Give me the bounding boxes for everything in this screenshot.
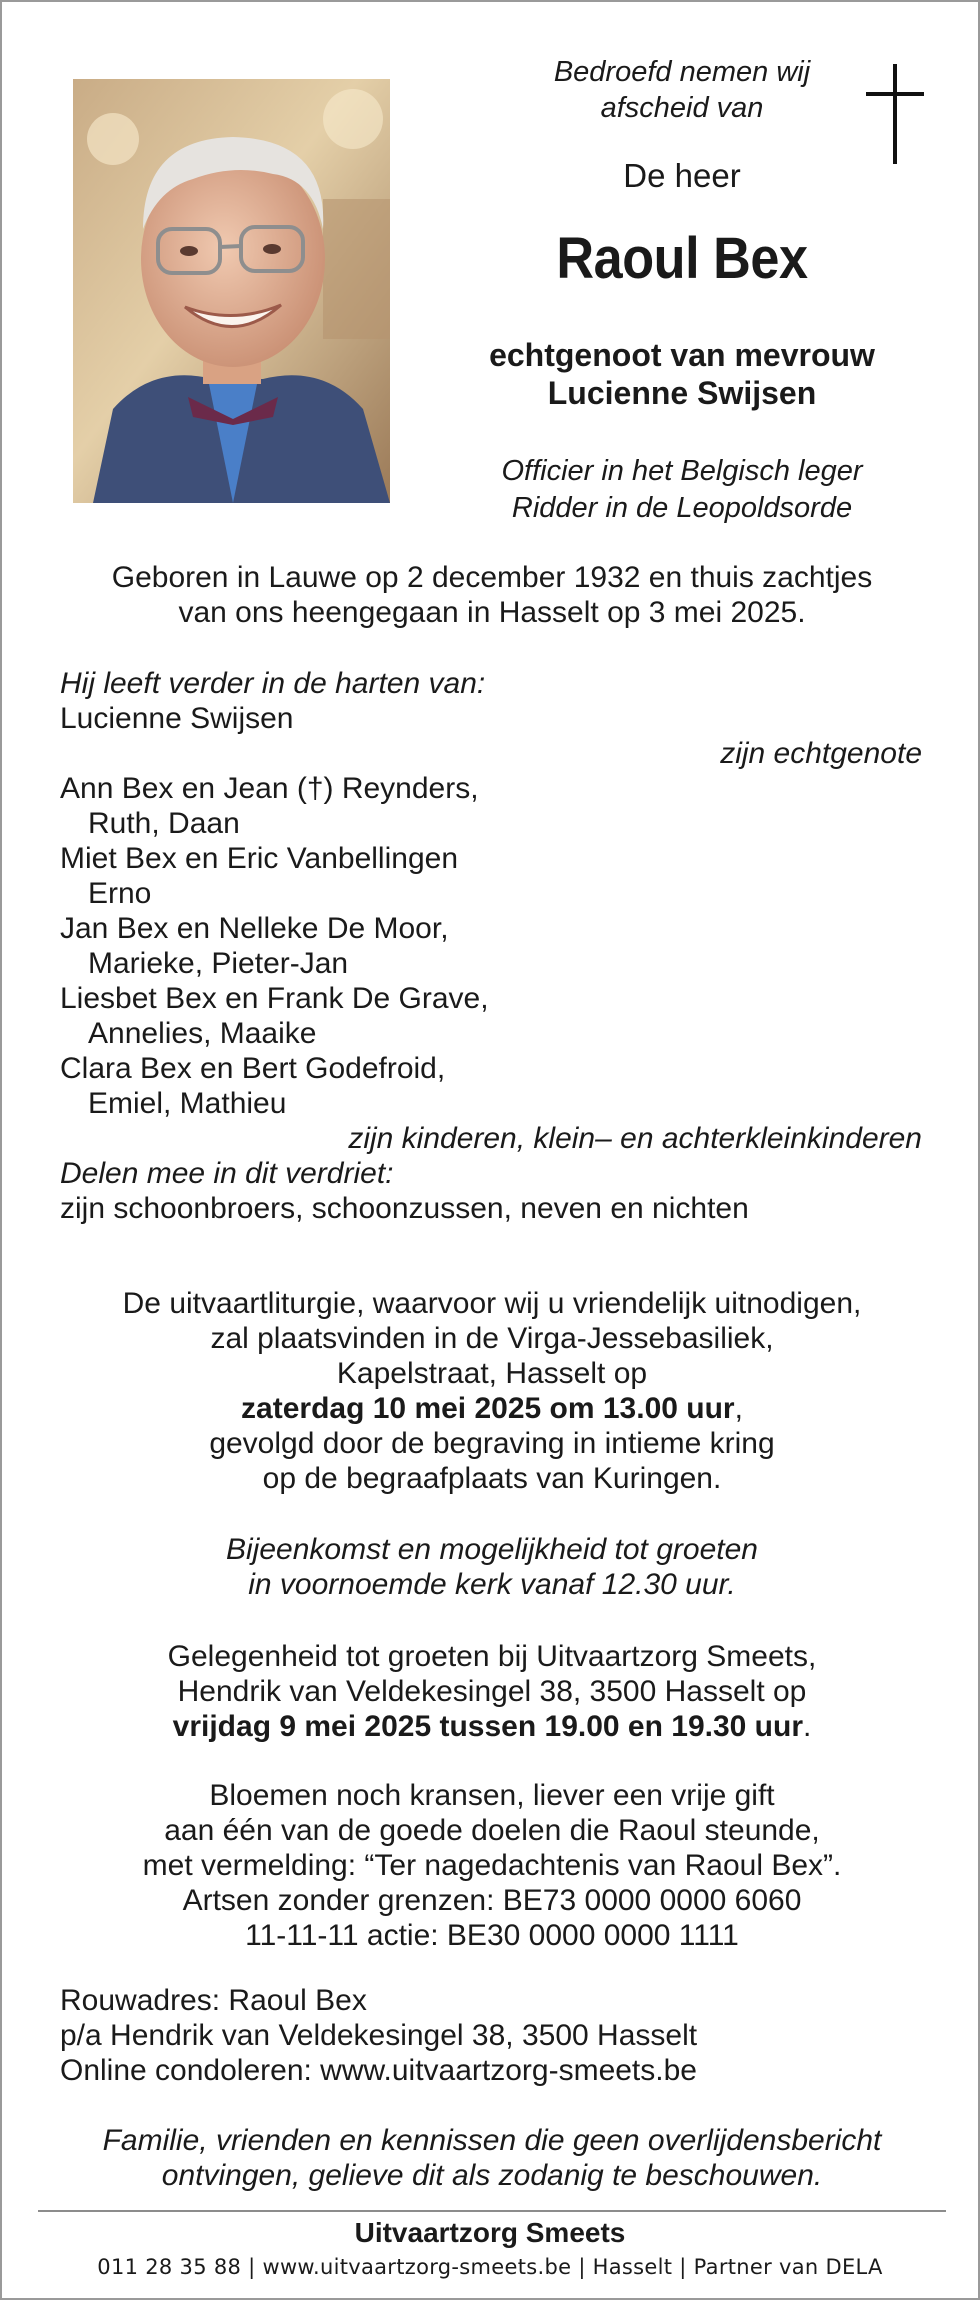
funeral-line: op de begraafplaats van Kuringen. bbox=[262, 1462, 722, 1495]
child-couple: Liesbet Bex en Frank De Grave, bbox=[60, 982, 489, 1015]
visitation-line: Gelegenheid tot groeten bij Uitvaartzorg Smeets, bbox=[167, 1640, 817, 1673]
closing-line: Familie, vrienden en kennissen die geen overlijdensbericht bbox=[102, 2124, 882, 2157]
spouse-role: zijn echtgenote bbox=[720, 737, 922, 770]
funeral-line: Kapelstraat, Hasselt op bbox=[336, 1357, 648, 1390]
child-couple: Jan Bex en Nelleke De Moor, bbox=[60, 912, 449, 945]
gathering-line: in voornoemde kerk vanaf 12.30 uur. bbox=[248, 1568, 736, 1601]
address-line: Rouwadres: Raoul Bex bbox=[60, 1984, 367, 2017]
honor-line: Officier in het Belgisch leger bbox=[501, 455, 863, 487]
donations-section bbox=[62, 1778, 922, 1953]
children-role: zijn kinderen, klein– en achterkleinkinderen bbox=[348, 1122, 922, 1155]
address-section bbox=[60, 1983, 922, 2088]
portrait-photo bbox=[73, 79, 390, 503]
child-couple: Clara Bex en Bert Godefroid, bbox=[60, 1052, 446, 1085]
funeral-line: zal plaatsvinden in de Virga-Jessebasiliek, bbox=[210, 1322, 774, 1355]
portrait-image bbox=[73, 79, 390, 503]
donation-line: Bloemen noch kransen, liever een vrije gift bbox=[209, 1779, 775, 1812]
share-text: zijn schoonbroers, schoonzussen, neven en nichten bbox=[60, 1192, 749, 1225]
footer-contact: 011 28 35 88 | www.uitvaartzorg-smeets.be | Hasselt | Partner van DELA bbox=[97, 2255, 883, 2279]
family-section bbox=[60, 666, 922, 1226]
condolence-link[interactable]: Online condoleren: www.uitvaartzorg-smeets.be bbox=[60, 2054, 697, 2087]
spouse-info bbox=[432, 336, 932, 412]
footer-divider bbox=[38, 2210, 946, 2212]
closing-note bbox=[62, 2123, 922, 2193]
closing-line: ontvingen, gelieve dit als zodanig te beschouwen. bbox=[161, 2159, 823, 2192]
donation-line: Artsen zonder grenzen: BE73 0000 0000 6060 bbox=[182, 1884, 802, 1917]
child-couple: Miet Bex en Eric Vanbellingen bbox=[60, 842, 458, 875]
deceased-name: Raoul Bex bbox=[556, 226, 808, 291]
honors bbox=[432, 453, 932, 527]
visitation-section bbox=[62, 1639, 922, 1744]
donation-line: met vermelding: “Ter nagedachtenis van Raoul Bex”. bbox=[142, 1849, 842, 1882]
spouse-line: Lucienne Swijsen bbox=[547, 375, 817, 411]
honorific-title: De heer bbox=[623, 157, 741, 194]
intro-line: Bedroefd nemen wij bbox=[553, 56, 811, 88]
funeral-date-suffix: , bbox=[734, 1392, 743, 1425]
birth-line: Geboren in Lauwe op 2 december 1932 en thuis zachtjes bbox=[111, 561, 873, 594]
visitation-date-line bbox=[62, 1709, 922, 1744]
intro-text bbox=[472, 54, 892, 126]
grandchildren: Emiel, Mathieu bbox=[88, 1087, 287, 1120]
birth-death-text bbox=[62, 560, 922, 630]
intro-line: afscheid van bbox=[600, 92, 764, 124]
visitation-line: Hendrik van Veldekesingel 38, 3500 Hasselt op bbox=[177, 1675, 807, 1708]
funeral-line: gevolgd door de begraving in intieme kring bbox=[209, 1427, 775, 1460]
child-couple: Ann Bex en Jean (†) Reynders, bbox=[60, 772, 479, 805]
donation-line: aan één van de goede doelen die Raoul steunde, bbox=[164, 1814, 820, 1847]
honor-line: Ridder in de Leopoldsorde bbox=[511, 492, 853, 524]
birth-line: van ons heengegaan in Hasselt op 3 mei 2025. bbox=[178, 596, 806, 629]
gathering-section bbox=[62, 1532, 922, 1602]
spouse-name: Lucienne Swijsen bbox=[60, 702, 294, 735]
grandchildren: Annelies, Maaike bbox=[88, 1017, 317, 1050]
funeral-date: zaterdag 10 mei 2025 om 13.00 uur bbox=[241, 1392, 735, 1425]
footer-company: Uitvaartzorg Smeets bbox=[354, 2217, 626, 2248]
grandchildren: Erno bbox=[88, 877, 152, 910]
funeral-section bbox=[62, 1286, 922, 1496]
family-heading: Hij leeft verder in de harten van: bbox=[60, 667, 486, 700]
donation-line: 11-11-11 actie: BE30 0000 0000 1111 bbox=[245, 1919, 739, 1952]
share-heading: Delen mee in dit verdriet: bbox=[60, 1157, 394, 1190]
visitation-date-suffix: . bbox=[803, 1710, 812, 1743]
address-line: p/a Hendrik van Veldekesingel 38, 3500 Hasselt bbox=[60, 2019, 698, 2052]
funeral-line: De uitvaartliturgie, waarvoor wij u vriendelijk uitnodigen, bbox=[122, 1287, 862, 1320]
visitation-date: vrijdag 9 mei 2025 tussen 19.00 en 19.30 uur bbox=[172, 1710, 803, 1743]
gathering-line: Bijeenkomst en mogelijkheid tot groeten bbox=[226, 1533, 758, 1566]
grandchildren: Ruth, Daan bbox=[88, 807, 240, 840]
grandchildren: Marieke, Pieter-Jan bbox=[88, 947, 349, 980]
funeral-date-line bbox=[62, 1391, 922, 1426]
spouse-line: echtgenoot van mevrouw bbox=[489, 337, 875, 373]
